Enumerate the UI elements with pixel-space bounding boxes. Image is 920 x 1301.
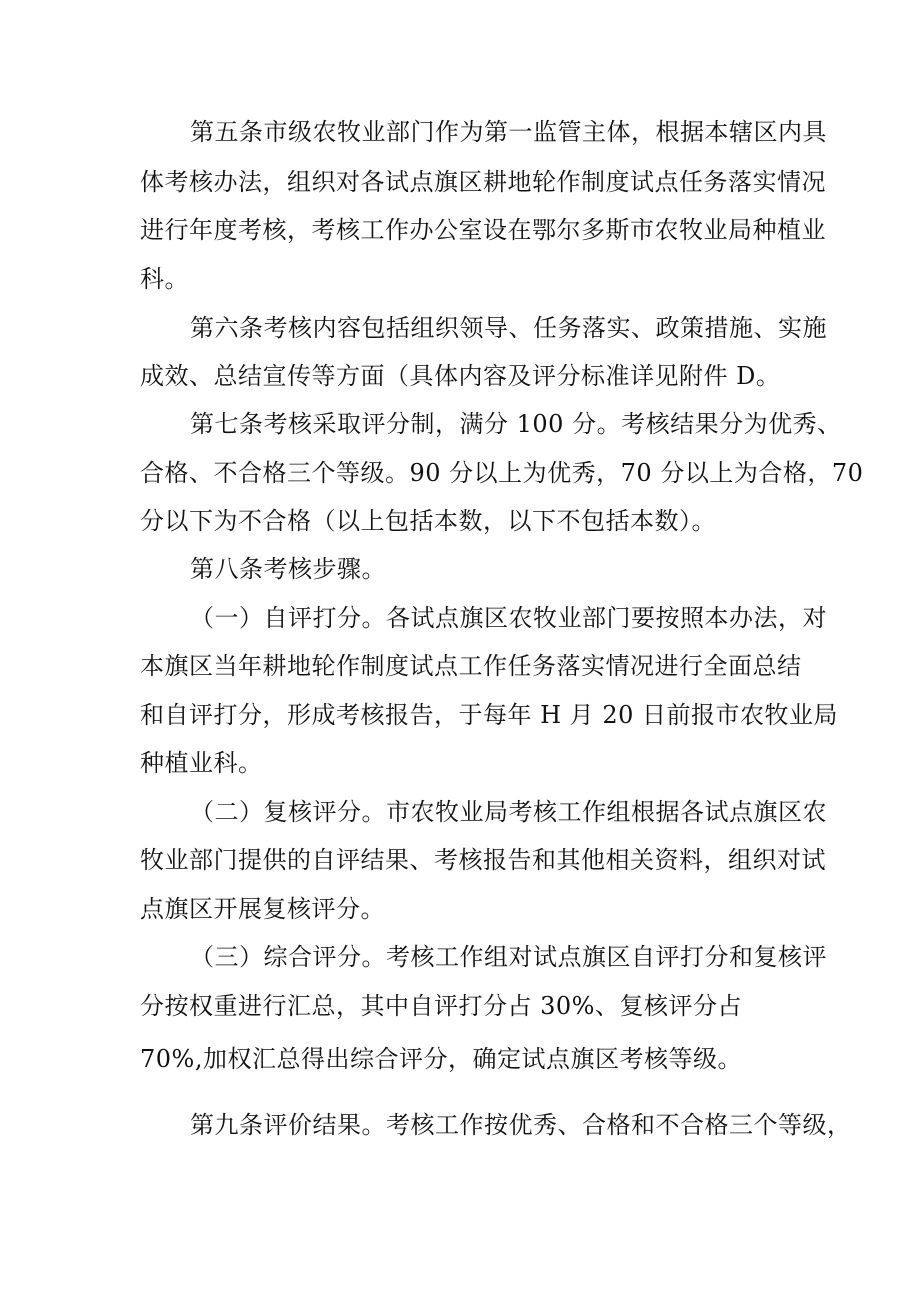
paragraph-line: 第八条考核步骤。 xyxy=(190,555,386,583)
paragraph-line: （三）综合评分。考核工作组对试点旗区自评打分和复核评 xyxy=(190,943,827,971)
paragraph-line: 合格、不合格三个等级。90 分以上为优秀，70 分以上为合格，70 xyxy=(140,459,864,487)
paragraph-line: （二）复核评分。市农牧业局考核工作组根据各试点旗区农 xyxy=(190,798,827,826)
paragraph-line: 分按权重进行汇总，其中自评打分占 30%、复核评分占 xyxy=(140,992,742,1020)
paragraph-line: 70%,加权汇总得出综合评分，确定试点旗区考核等级。 xyxy=(140,1045,742,1073)
paragraph-line: 体考核办法，组织对各试点旗区耕地轮作制度试点任务落实情况 xyxy=(140,168,826,196)
paragraph-line: 第九条评价结果。考核工作按优秀、合格和不合格三个等级， xyxy=(190,1111,852,1139)
paragraph-line: 第七条考核采取评分制，满分 100 分。考核结果分为优秀、 xyxy=(190,410,842,438)
paragraph-line: 科。 xyxy=(140,265,189,293)
paragraph-line: 分以下为不合格（以上包括本数，以下不包括本数）。 xyxy=(140,507,716,535)
paragraph-line: 牧业部门提供的自评结果、考核报告和其他相关资料，组织对试 xyxy=(140,846,826,874)
paragraph-line: 点旗区开展复核评分。 xyxy=(140,895,385,923)
paragraph-line: 第六条考核内容包括组织领导、任务落实、政策措施、实施 xyxy=(190,314,827,342)
paragraph-line: （一）自评打分。各试点旗区农牧业部门要按照本办法，对 xyxy=(190,604,827,632)
paragraph-line: 和自评打分，形成考核报告，于每年 H 月 20 日前报市农牧业局 xyxy=(140,701,838,729)
paragraph-line: 第五条市级农牧业部门作为第一监管主体，根据本辖区内具 xyxy=(190,118,827,146)
paragraph-line: 本旗区当年耕地轮作制度试点工作任务落实情况进行全面总结 xyxy=(140,652,802,680)
paragraph-line: 种植业科。 xyxy=(140,749,263,777)
paragraph-line: 成效、总结宣传等方面（具体内容及评分标准详见附件 D。 xyxy=(140,362,781,390)
paragraph-line: 进行年度考核，考核工作办公室设在鄂尔多斯市农牧业局种植业 xyxy=(140,216,826,244)
